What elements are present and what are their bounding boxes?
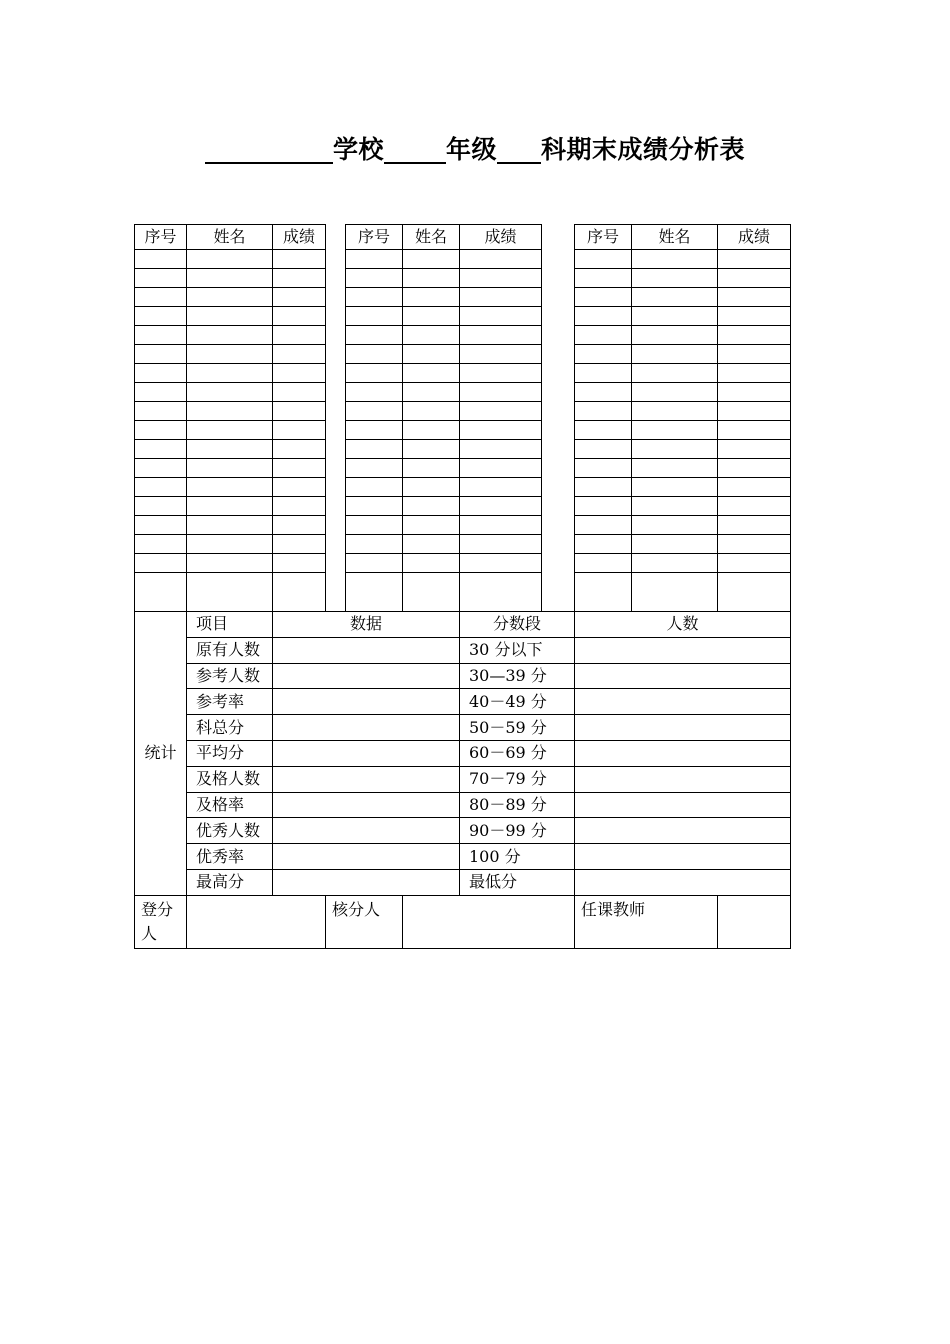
score-cell[interactable] — [718, 383, 791, 402]
seq-cell[interactable] — [135, 478, 187, 497]
score-cell[interactable] — [718, 250, 791, 269]
name-cell[interactable] — [403, 383, 460, 402]
name-cell[interactable] — [187, 535, 273, 554]
score-cell[interactable] — [460, 440, 542, 459]
column-gap — [542, 516, 575, 535]
seq-cell[interactable] — [346, 288, 403, 307]
scorer-label: 登分人 — [135, 895, 187, 948]
name-cell[interactable] — [403, 535, 460, 554]
name-cell[interactable] — [187, 402, 273, 421]
seq-cell[interactable] — [346, 269, 403, 288]
name-cell[interactable] — [632, 573, 718, 612]
name-cell[interactable] — [187, 250, 273, 269]
stats-row — [135, 766, 791, 792]
score-cell[interactable] — [460, 288, 542, 307]
title-grade-label: 年级 — [445, 135, 497, 164]
score-cell[interactable] — [718, 440, 791, 459]
score-cell[interactable] — [460, 478, 542, 497]
seq-cell[interactable] — [575, 516, 632, 535]
seq-cell[interactable] — [575, 554, 632, 573]
score-cell[interactable] — [718, 269, 791, 288]
seq-cell[interactable] — [575, 326, 632, 345]
student-entry-row — [135, 459, 791, 478]
score-cell[interactable] — [273, 307, 326, 326]
column-gap — [542, 269, 575, 288]
stats-count-cell[interactable] — [575, 818, 791, 844]
stats-count-cell[interactable] — [575, 715, 791, 741]
score-cell[interactable] — [460, 554, 542, 573]
seq-cell[interactable] — [135, 516, 187, 535]
column-gap — [542, 459, 575, 478]
name-cell[interactable] — [632, 269, 718, 288]
seq-cell[interactable] — [135, 269, 187, 288]
stats-band-header: 分数段 — [460, 612, 575, 638]
column-gap — [326, 402, 346, 421]
score-cell[interactable] — [273, 288, 326, 307]
stats-band: 30 分以下 — [460, 637, 575, 663]
student-entry-row — [135, 421, 791, 440]
stats-data-cell[interactable] — [273, 818, 460, 844]
seq-cell[interactable] — [575, 250, 632, 269]
column-gap — [542, 421, 575, 440]
score-cell[interactable] — [460, 250, 542, 269]
student-entry-row — [135, 250, 791, 269]
stats-band: 40－49 分 — [460, 689, 575, 715]
seq-cell[interactable] — [346, 250, 403, 269]
student-entry-row — [135, 478, 791, 497]
column-gap — [326, 250, 346, 269]
name-cell[interactable] — [187, 269, 273, 288]
name-cell[interactable] — [187, 554, 273, 573]
checker-label: 核分人 — [326, 895, 403, 948]
seq-cell[interactable] — [135, 421, 187, 440]
seq-cell[interactable] — [135, 535, 187, 554]
seq-cell[interactable] — [346, 402, 403, 421]
seq-cell[interactable] — [135, 497, 187, 516]
column-gap — [542, 573, 575, 612]
name-cell[interactable] — [403, 554, 460, 573]
column-gap — [326, 459, 346, 478]
seq-cell[interactable] — [575, 402, 632, 421]
score-cell[interactable] — [460, 516, 542, 535]
stats-band: 60－69 分 — [460, 740, 575, 766]
stats-item: 及格率 — [187, 792, 273, 818]
stats-item: 参考率 — [187, 689, 273, 715]
score-cell[interactable] — [273, 250, 326, 269]
seq-cell[interactable] — [575, 573, 632, 612]
seq-cell[interactable] — [575, 535, 632, 554]
school-blank[interactable] — [205, 136, 333, 164]
column-gap — [326, 326, 346, 345]
score-cell[interactable] — [718, 497, 791, 516]
name-cell[interactable] — [187, 288, 273, 307]
stats-band: 70－79 分 — [460, 766, 575, 792]
column-gap — [326, 383, 346, 402]
page-title — [0, 130, 950, 166]
seq-cell[interactable] — [575, 440, 632, 459]
score-cell[interactable] — [718, 421, 791, 440]
seq-cell[interactable] — [346, 383, 403, 402]
teacher-field[interactable] — [718, 895, 791, 948]
seq-cell[interactable] — [135, 383, 187, 402]
seq-cell[interactable] — [346, 345, 403, 364]
seq-cell[interactable] — [575, 421, 632, 440]
name-cell[interactable] — [187, 364, 273, 383]
score-cell[interactable] — [718, 288, 791, 307]
student-entry-row — [135, 326, 791, 345]
score-cell[interactable] — [273, 516, 326, 535]
column-gap — [326, 535, 346, 554]
name-cell[interactable] — [403, 478, 460, 497]
col-score-header: 成绩 — [273, 225, 326, 250]
name-cell[interactable] — [187, 497, 273, 516]
stats-data-cell[interactable] — [273, 663, 460, 689]
stats-data-cell[interactable] — [273, 715, 460, 741]
seq-cell[interactable] — [135, 307, 187, 326]
grade-blank[interactable] — [384, 136, 446, 164]
student-entry-row — [135, 269, 791, 288]
stats-data-cell[interactable] — [273, 792, 460, 818]
name-cell[interactable] — [187, 326, 273, 345]
name-cell[interactable] — [187, 421, 273, 440]
name-cell[interactable] — [187, 307, 273, 326]
score-cell[interactable] — [460, 345, 542, 364]
name-cell[interactable] — [632, 288, 718, 307]
name-cell[interactable] — [632, 554, 718, 573]
score-cell[interactable] — [460, 459, 542, 478]
col-name-header: 姓名 — [403, 225, 460, 250]
score-analysis-table — [134, 224, 791, 949]
seq-cell[interactable] — [135, 288, 187, 307]
score-cell[interactable] — [718, 364, 791, 383]
seq-cell[interactable] — [135, 440, 187, 459]
score-cell[interactable] — [718, 326, 791, 345]
stats-band: 最低分 — [460, 869, 575, 895]
name-cell[interactable] — [187, 383, 273, 402]
student-entry-row — [135, 288, 791, 307]
name-cell[interactable] — [187, 573, 273, 612]
score-cell[interactable] — [460, 269, 542, 288]
score-cell[interactable] — [273, 383, 326, 402]
score-cell[interactable] — [273, 402, 326, 421]
stats-count-cell[interactable] — [575, 740, 791, 766]
column-gap — [326, 497, 346, 516]
stats-count-cell[interactable] — [575, 792, 791, 818]
name-cell[interactable] — [187, 516, 273, 535]
stats-row — [135, 740, 791, 766]
seq-cell[interactable] — [346, 421, 403, 440]
column-gap — [326, 269, 346, 288]
stats-item: 参考人数 — [187, 663, 273, 689]
seq-cell[interactable] — [346, 535, 403, 554]
column-gap — [542, 307, 575, 326]
title-subject-label: 科期末成绩分析表 — [541, 135, 746, 164]
stats-count-cell[interactable] — [575, 689, 791, 715]
stats-row — [135, 637, 791, 663]
name-cell[interactable] — [632, 459, 718, 478]
score-cell[interactable] — [718, 516, 791, 535]
seq-cell[interactable] — [346, 554, 403, 573]
stats-item: 最高分 — [187, 869, 273, 895]
name-cell[interactable] — [403, 573, 460, 612]
seq-cell[interactable] — [135, 364, 187, 383]
student-entry-row — [135, 402, 791, 421]
stats-header-row — [135, 612, 791, 638]
stats-item: 原有人数 — [187, 637, 273, 663]
name-cell[interactable] — [187, 459, 273, 478]
stats-item: 平均分 — [187, 740, 273, 766]
score-cell[interactable] — [273, 573, 326, 612]
score-cell[interactable] — [273, 535, 326, 554]
column-gap — [542, 535, 575, 554]
stats-data-cell[interactable] — [273, 740, 460, 766]
name-cell[interactable] — [632, 326, 718, 345]
seq-cell[interactable] — [135, 250, 187, 269]
score-cell[interactable] — [718, 345, 791, 364]
stats-band: 100 分 — [460, 844, 575, 870]
column-gap — [542, 225, 575, 250]
column-gap — [326, 364, 346, 383]
name-cell[interactable] — [187, 345, 273, 364]
stats-row — [135, 689, 791, 715]
score-cell[interactable] — [273, 459, 326, 478]
stats-item: 科总分 — [187, 715, 273, 741]
score-cell[interactable] — [460, 535, 542, 554]
name-cell[interactable] — [632, 402, 718, 421]
seq-cell[interactable] — [135, 554, 187, 573]
column-gap — [542, 478, 575, 497]
checker-field[interactable] — [403, 895, 575, 948]
seq-cell[interactable] — [346, 516, 403, 535]
seq-cell[interactable] — [575, 345, 632, 364]
name-cell[interactable] — [403, 326, 460, 345]
score-cell[interactable] — [718, 554, 791, 573]
seq-cell[interactable] — [575, 478, 632, 497]
name-cell[interactable] — [632, 364, 718, 383]
column-gap — [542, 554, 575, 573]
header-row — [135, 225, 791, 250]
column-gap — [542, 402, 575, 421]
col-score-header: 成绩 — [718, 225, 791, 250]
student-entry-row — [135, 535, 791, 554]
stats-count-cell[interactable] — [575, 844, 791, 870]
stats-data-cell[interactable] — [273, 766, 460, 792]
seq-cell[interactable] — [346, 459, 403, 478]
score-cell[interactable] — [718, 307, 791, 326]
stats-data-cell[interactable] — [273, 869, 460, 895]
student-entry-row — [135, 440, 791, 459]
score-cell[interactable] — [273, 554, 326, 573]
col-name-header: 姓名 — [632, 225, 718, 250]
score-cell[interactable] — [460, 383, 542, 402]
name-cell[interactable] — [403, 497, 460, 516]
subject-blank[interactable] — [497, 136, 541, 164]
seq-cell[interactable] — [346, 573, 403, 612]
col-seq-header: 序号 — [346, 225, 403, 250]
score-cell[interactable] — [718, 535, 791, 554]
student-entry-row — [135, 554, 791, 573]
score-cell[interactable] — [273, 478, 326, 497]
student-entry-row — [135, 364, 791, 383]
stats-item: 优秀人数 — [187, 818, 273, 844]
stats-data-cell[interactable] — [273, 637, 460, 663]
name-cell[interactable] — [632, 383, 718, 402]
seq-cell[interactable] — [135, 326, 187, 345]
seq-cell[interactable] — [575, 459, 632, 478]
name-cell[interactable] — [632, 421, 718, 440]
student-entry-row — [135, 307, 791, 326]
seq-cell[interactable] — [346, 497, 403, 516]
column-gap — [542, 288, 575, 307]
col-score-header: 成绩 — [460, 225, 542, 250]
seq-cell[interactable] — [346, 364, 403, 383]
score-cell[interactable] — [460, 326, 542, 345]
column-gap — [542, 326, 575, 345]
stats-count-cell[interactable] — [575, 766, 791, 792]
title-school-label: 学校 — [332, 135, 384, 164]
name-cell[interactable] — [403, 421, 460, 440]
col-name-header: 姓名 — [187, 225, 273, 250]
name-cell[interactable] — [403, 345, 460, 364]
score-cell[interactable] — [718, 478, 791, 497]
stats-band: 80－89 分 — [460, 792, 575, 818]
signature-row — [135, 895, 791, 948]
column-gap — [542, 250, 575, 269]
column-gap — [326, 554, 346, 573]
col-seq-header: 序号 — [575, 225, 632, 250]
column-gap — [326, 478, 346, 497]
student-entry-row — [135, 345, 791, 364]
column-gap — [326, 573, 346, 612]
score-cell[interactable] — [718, 459, 791, 478]
column-gap — [326, 345, 346, 364]
name-cell[interactable] — [632, 345, 718, 364]
column-gap — [326, 421, 346, 440]
seq-cell[interactable] — [135, 459, 187, 478]
scorer-field[interactable] — [187, 895, 326, 948]
student-entry-row — [135, 383, 791, 402]
score-cell[interactable] — [273, 440, 326, 459]
column-gap — [542, 364, 575, 383]
seq-cell[interactable] — [135, 402, 187, 421]
score-cell[interactable] — [460, 497, 542, 516]
name-cell[interactable] — [632, 516, 718, 535]
seq-cell[interactable] — [135, 573, 187, 612]
student-entry-row — [135, 516, 791, 535]
name-cell[interactable] — [403, 402, 460, 421]
stats-row — [135, 715, 791, 741]
name-cell[interactable] — [403, 516, 460, 535]
name-cell[interactable] — [187, 440, 273, 459]
stats-label: 统计 — [135, 612, 187, 896]
stats-row — [135, 792, 791, 818]
name-cell[interactable] — [403, 288, 460, 307]
stats-row — [135, 818, 791, 844]
name-cell[interactable] — [403, 364, 460, 383]
stats-count-cell[interactable] — [575, 637, 791, 663]
name-cell[interactable] — [632, 307, 718, 326]
seq-cell[interactable] — [575, 383, 632, 402]
stats-item: 优秀率 — [187, 844, 273, 870]
seq-cell[interactable] — [575, 497, 632, 516]
seq-cell[interactable] — [346, 440, 403, 459]
score-cell[interactable] — [273, 364, 326, 383]
seq-cell[interactable] — [346, 478, 403, 497]
student-entry-row — [135, 573, 791, 612]
name-cell[interactable] — [403, 459, 460, 478]
name-cell[interactable] — [403, 307, 460, 326]
stats-data-cell[interactable] — [273, 844, 460, 870]
score-cell[interactable] — [273, 345, 326, 364]
stats-band: 50－59 分 — [460, 715, 575, 741]
name-cell[interactable] — [403, 269, 460, 288]
score-cell[interactable] — [273, 326, 326, 345]
column-gap — [326, 516, 346, 535]
teacher-label: 任课教师 — [575, 895, 718, 948]
stats-data-header: 数据 — [273, 612, 460, 638]
score-cell[interactable] — [718, 402, 791, 421]
stats-row — [135, 869, 791, 895]
seq-cell[interactable] — [575, 288, 632, 307]
seq-cell[interactable] — [575, 269, 632, 288]
score-cell[interactable] — [273, 269, 326, 288]
stats-count-header: 人数 — [575, 612, 791, 638]
score-cell[interactable] — [460, 573, 542, 612]
seq-cell[interactable] — [575, 364, 632, 383]
score-cell[interactable] — [460, 402, 542, 421]
stats-row — [135, 663, 791, 689]
column-gap — [326, 225, 346, 250]
stats-band: 90－99 分 — [460, 818, 575, 844]
name-cell[interactable] — [632, 535, 718, 554]
score-cell[interactable] — [718, 573, 791, 612]
name-cell[interactable] — [403, 440, 460, 459]
score-cell[interactable] — [273, 421, 326, 440]
stats-count-cell[interactable] — [575, 663, 791, 689]
student-entry-row — [135, 497, 791, 516]
column-gap — [542, 440, 575, 459]
stats-count-cell[interactable] — [575, 869, 791, 895]
stats-data-cell[interactable] — [273, 689, 460, 715]
score-cell[interactable] — [273, 497, 326, 516]
name-cell[interactable] — [403, 250, 460, 269]
score-cell[interactable] — [460, 307, 542, 326]
score-cell[interactable] — [460, 421, 542, 440]
col-seq-header: 序号 — [135, 225, 187, 250]
column-gap — [326, 307, 346, 326]
seq-cell[interactable] — [346, 326, 403, 345]
column-gap — [326, 288, 346, 307]
name-cell[interactable] — [187, 478, 273, 497]
column-gap — [542, 345, 575, 364]
column-gap — [542, 497, 575, 516]
name-cell[interactable] — [632, 250, 718, 269]
stats-row — [135, 844, 791, 870]
column-gap — [542, 383, 575, 402]
name-cell[interactable] — [632, 478, 718, 497]
seq-cell[interactable] — [346, 307, 403, 326]
stats-band: 30—39 分 — [460, 663, 575, 689]
stats-item: 及格人数 — [187, 766, 273, 792]
column-gap — [326, 440, 346, 459]
score-cell[interactable] — [460, 364, 542, 383]
seq-cell[interactable] — [135, 345, 187, 364]
stats-item-header: 项目 — [187, 612, 273, 638]
name-cell[interactable] — [632, 440, 718, 459]
seq-cell[interactable] — [575, 307, 632, 326]
name-cell[interactable] — [632, 497, 718, 516]
